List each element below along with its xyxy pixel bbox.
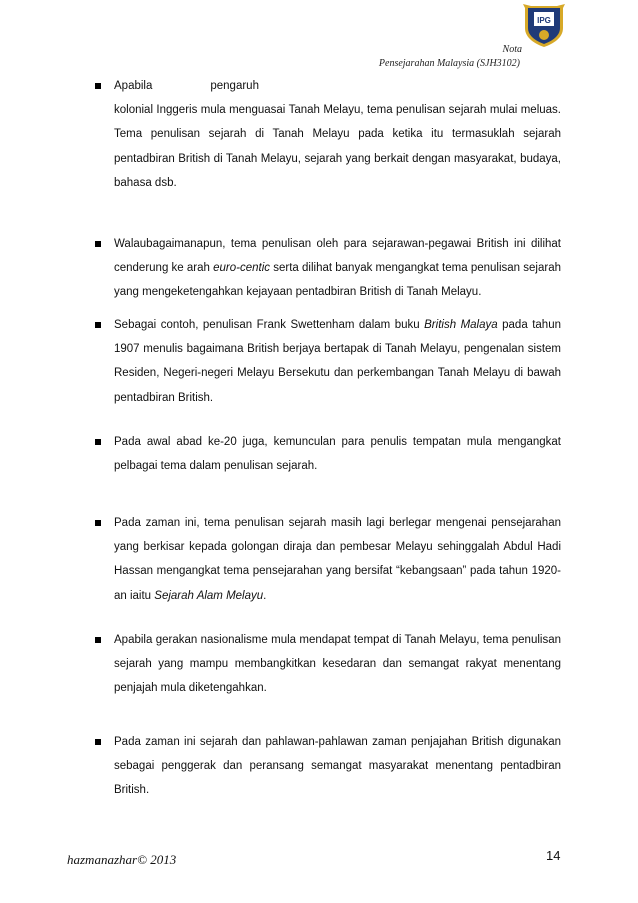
- bullet-icon: [95, 241, 101, 247]
- bullet-paragraph: [95, 628, 561, 701]
- paragraph-italic: Sejarah Alam Melayu: [154, 589, 264, 602]
- paragraph-text: kolonial Inggeris mula menguasai Tanah Melayu, tema penulisan sejarah mulai meluas. Tema penulisan sejarah di Tanah Melayu pada ketika itu termasuklah sejarah pentadbiran British di Tanah Melayu, sejarah yang berkait dengan masyarakat, budaya, bahasa dsb.: [114, 104, 561, 189]
- bullet-paragraph: [95, 313, 561, 410]
- footer-author: hazmanazhar© 2013: [67, 852, 177, 867]
- page-number: 14: [546, 848, 561, 863]
- bullet-paragraph: [95, 232, 561, 305]
- logo-text: IPG: [537, 16, 551, 25]
- paragraph-text: Sebagai contoh, penulisan Frank Swettenham dalam buku: [114, 319, 425, 331]
- bullet-paragraph: [95, 730, 561, 803]
- paragraph-italic: British Malaya: [424, 319, 498, 331]
- bullet-icon: [95, 322, 101, 328]
- paragraph-text: Walaubagaimanapun, tema penulisan oleh para sejarawan-pegawai British ini dilihat cenderung ke arah: [114, 238, 561, 275]
- paragraph-lead2: pengaruh: [210, 80, 259, 92]
- university-crest-icon: [521, 2, 567, 48]
- bullet-icon: [95, 739, 101, 745]
- paragraph-text: serta dilihat banyak mengangkat tema penulisan sejarah yang mengeketengahkan kejayaan pentadbiran British di Tanah Melayu.: [114, 262, 561, 299]
- paragraph-text: Pada zaman ini sejarah dan pahlawan-pahlawan zaman penjajahan British digunakan sebagai penggerak dan peransang semangat masyarakat menentang pentadbiran British.: [114, 736, 561, 797]
- paragraph-text: .: [263, 589, 267, 602]
- bullet-paragraph: [95, 430, 561, 478]
- bullet-paragraph: [95, 74, 561, 195]
- header-title: Nota: [502, 44, 522, 55]
- paragraph-text: pada tahun 1907 menulis bagaimana British berjaya bertapak di Tanah Melayu, pengenalan sistem Residen, Negeri-negeri Melayu Bersekutu dan perkembangan Tanah Melayu di bawah pentadbiran British.: [114, 319, 561, 404]
- bullet-icon: [95, 520, 101, 526]
- paragraph-text: Apabila gerakan nasionalisme mula mendapat tempat di Tanah Melayu, tema penulisan sejarah yang mampu membangkitkan kesedaran dan semangat rakyat menentang penjajah mula diketengahkan.: [114, 634, 561, 695]
- paragraph-lead: Apabila: [114, 80, 153, 92]
- paragraph-text: Pada awal abad ke-20 juga, kemunculan para penulis tempatan mula mengangkat pelbagai tema dalam penulisan sejarah.: [114, 436, 561, 473]
- paragraph-text: Pada zaman ini, tema penulisan sejarah masih lagi berlegar mengenai pensejarahan yang berkisar kepada golongan diraja dan pembesar Melayu sehinggalah Abdul Hadi Hassan mengangkat tema pensejarahan yang bersifat “kebangsaan” pada tahun 1920-an iaitu: [114, 517, 561, 602]
- header-subtitle: Pensejarahan Malaysia (SJH3102): [378, 58, 520, 69]
- bullet-icon: [95, 439, 101, 445]
- bullet-icon: [95, 83, 101, 89]
- bullet-icon: [95, 637, 101, 643]
- paragraph-italic: euro-centic: [213, 262, 271, 275]
- bullet-paragraph: [95, 511, 561, 608]
